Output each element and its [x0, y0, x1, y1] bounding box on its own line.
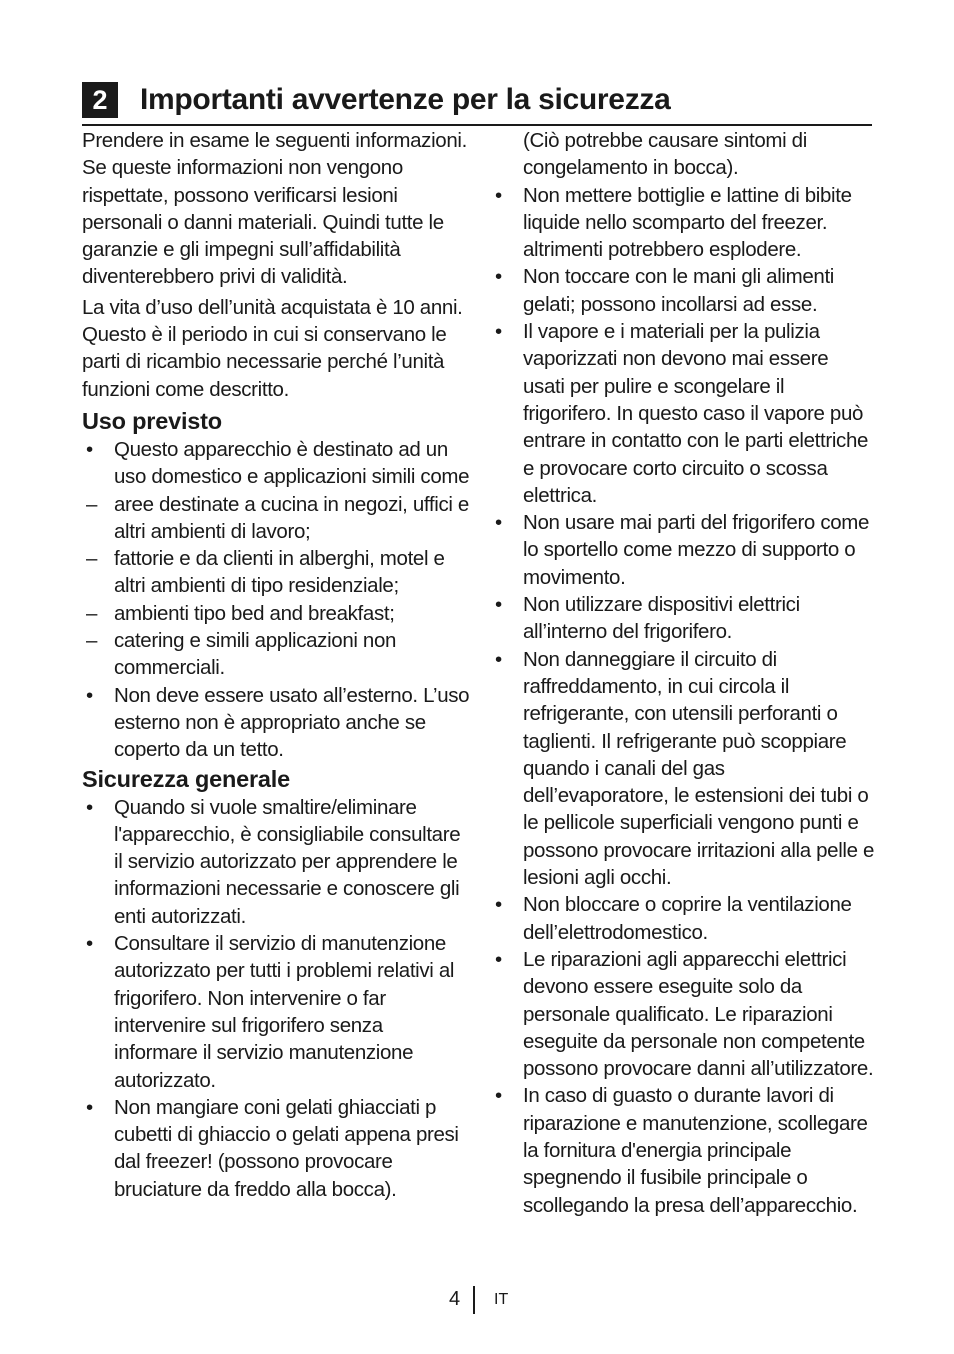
subheading-sicurezza-generale: Sicurezza generale	[82, 765, 291, 792]
list-item	[82, 1094, 470, 1203]
dash-mark: –	[86, 629, 98, 653]
page-number: 4	[449, 1288, 461, 1310]
list-item-continuation: (Ciò potrebbe causare sintomi di congelamento in bocca).	[523, 129, 807, 180]
bullet-mark: •	[495, 893, 502, 917]
list-item	[82, 930, 470, 1094]
list-item	[491, 946, 875, 1082]
list-item-text: Non mangiare coni gelati ghiacciati p cubetti di ghiaccio o gelati appena presi dal freezer! (possono provocare bruciature da freddo alla bocca).	[114, 1095, 459, 1201]
list-item-text: Non bloccare o coprire la ventilazione dell’elettrodomestico.	[523, 893, 852, 944]
list-item-text: Non utilizzare dispositivi elettrici all’interno del frigorifero.	[523, 593, 800, 644]
list-item	[82, 627, 470, 682]
section-title: Importanti avvertenze per la sicurezza	[140, 83, 671, 116]
list-item-text: ambienti tipo bed and breakfast;	[114, 601, 395, 625]
list-item-text: Non deve essere usato all’esterno. L’uso esterno non è appropriato anche se coperto da un tetto.	[114, 683, 470, 762]
bullet-mark: •	[86, 437, 93, 461]
footer-divider	[473, 1286, 475, 1314]
list-item	[491, 646, 875, 892]
list-item	[491, 263, 875, 318]
list-item	[491, 318, 875, 509]
list-item-text: Il vapore e i materiali per la pulizia vaporizzati non devono mai essere usati per pulire e scongelare il frigorifero. In questo caso il vapore può entrare in contatto con le parti elettriche e provocare corto circuito o scossa elettrica.	[523, 320, 869, 507]
list-item-text: In caso di guasto o durante lavori di riparazione e manutenzione, scollegare la fornitura d'energia principale spegnendo il fusibile principale o scollegando la presa dell’apparecchio.	[523, 1084, 868, 1217]
list-item-text: Non danneggiare il circuito di raffreddamento, in cui circola il refrigerante, con utensili perforanti o taglienti. Il refrigerante può scoppiare quando i canali del gas dell’evaporatore, le estensioni dei tubi o le pellicole superficiali vengono punti e possono provocare irritazioni alla pelle e lesioni agli occhi.	[523, 647, 875, 890]
list-item	[82, 545, 470, 600]
dash-mark: –	[86, 547, 98, 571]
list-item-text: Quando si vuole smaltire/eliminare l'apparecchio, è consigliabile consultare il servizio autorizzato per apprendere le informazioni necessarie e conoscere gli enti autorizzati.	[114, 795, 461, 928]
bullet-mark: •	[86, 1095, 93, 1119]
list-item	[491, 591, 875, 646]
left-column	[82, 127, 470, 1203]
section-number-badge: 2	[82, 82, 118, 118]
bullet-mark: •	[495, 511, 502, 535]
list-item	[491, 891, 875, 946]
bullet-mark: •	[495, 947, 502, 971]
list-item-text: Questo apparecchio è destinato ad un uso domestico e applicazioni simili come	[114, 437, 470, 489]
list-item	[82, 491, 470, 546]
bullet-mark: •	[86, 932, 93, 956]
bullet-mark: •	[495, 265, 502, 289]
list-item	[82, 436, 470, 491]
bullet-mark: •	[495, 320, 502, 344]
page-footer	[0, 1286, 954, 1316]
list-item-text: Consultare il servizio di manutenzione autorizzato per tutti i problemi relativi al frigorifero. Non intervenire o far intervenire sul frigorifero senza informare il servizio manutenzione autorizzato.	[114, 932, 455, 1092]
bullet-mark: •	[495, 647, 502, 671]
list-item-text: catering e simili applicazioni non commerciali.	[114, 629, 397, 680]
list-item-text: aree destinate a cucina in negozi, uffici e altri ambienti di lavoro;	[114, 492, 469, 543]
intro-paragraph: La vita d’uso dell’unità acquistata è 10 anni. Questo è il periodo in cui si conservano le parti di ricambio necessarie perché l’unità funzioni come descritto.	[82, 295, 463, 401]
language-code: IT	[494, 1291, 509, 1308]
section-header	[82, 80, 872, 126]
list-item-text: Le riparazioni agli apparecchi elettrici devono essere eseguite solo da personale qualificato. Le riparazioni eseguite da personale non competente possono provocare danni all’utilizzatore.	[523, 947, 874, 1081]
list-item	[82, 794, 470, 930]
bullet-mark: •	[495, 183, 502, 207]
list-item	[82, 682, 470, 764]
intro-paragraph: Prendere in esame le seguenti informazioni. Se queste informazioni non vengono rispettate, possono verificarsi lesioni personali o danni materiali. Quindi tutte le garanzie e gli impegni sull’affidabilità diventerebbero privi di validità.	[82, 129, 467, 289]
list-item	[491, 509, 875, 591]
list-item	[491, 182, 875, 264]
dash-mark: –	[86, 492, 98, 516]
bullet-mark: •	[86, 683, 93, 707]
dash-mark: –	[86, 601, 98, 625]
list-item-text: Non toccare con le mani gli alimenti gelati; possono incollarsi ad esse.	[523, 265, 834, 316]
bullet-mark: •	[86, 795, 93, 819]
list-item	[491, 1082, 875, 1218]
bullet-mark: •	[495, 593, 502, 617]
list-item	[82, 600, 470, 627]
list-item-text: Non usare mai parti del frigorifero come lo sportello come mezzo di supporto o movimento.	[523, 511, 870, 589]
list-item-text: fattorie e da clienti in alberghi, motel e altri ambienti di tipo residenziale;	[114, 547, 445, 598]
bullet-mark: •	[495, 1084, 502, 1108]
list-item-text: Non mettere bottiglie e lattine di bibite liquide nello scomparto del freezer. altrimenti potrebbero esplodere.	[523, 183, 852, 262]
subheading-uso-previsto: Uso previsto	[82, 407, 222, 434]
right-column	[491, 127, 875, 1219]
